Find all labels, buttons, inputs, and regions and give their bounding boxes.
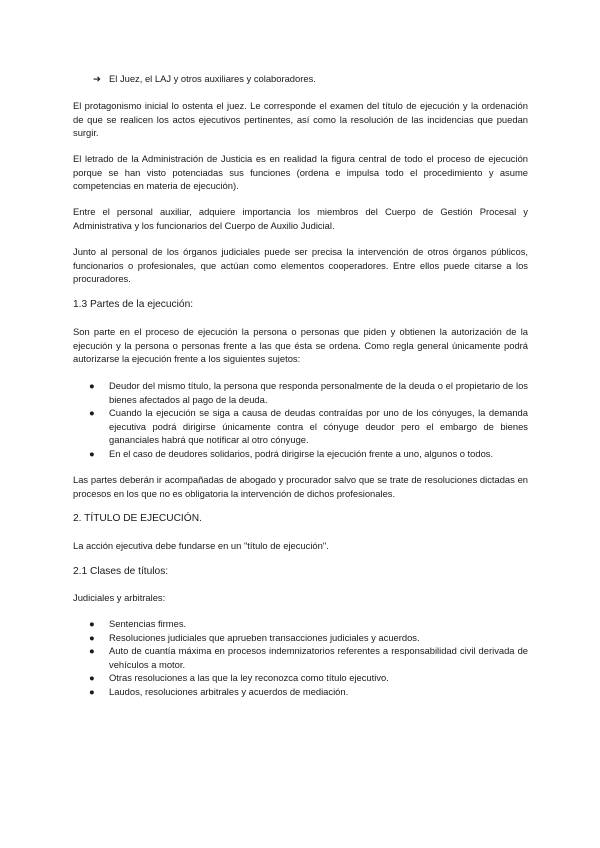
paragraph-son-parte: Son parte en el proceso de ejecución la persona o personas que piden y obtienen la autorización de la ejecución y la persona o personas frente a las que ésta se ordena. Como regla general únicamente podrá autorizarse la ejecución frente a los siguientes sujetos: (73, 326, 528, 365)
arrow-right-icon: ➔ (93, 73, 101, 84)
bullet-icon: ● (89, 380, 95, 391)
paragraph-personal-auxiliar: Entre el personal auxiliar, adquiere importancia los miembros del Cuerpo de Gestión Procesal y Administrativa y los funcionarios del Cuerpo de Auxilio Judicial. (73, 206, 528, 231)
heading-titulo-ejecucion: 2. TÍTULO DE EJECUCIÓN. (73, 513, 202, 524)
paragraph-accion-ejecutiva: La acción ejecutiva debe fundarse en un "título de ejecución". (73, 540, 329, 551)
bullet-icon: ● (89, 631, 95, 643)
list-item: ● Deudor del mismo título, la persona que responda personalmente de la deuda o el propietario de los bienes afectados al pago de la deuda. (89, 380, 528, 405)
bullet-icon: ● (89, 645, 95, 657)
bullet-icon: ● (89, 685, 95, 697)
list-item: ● En el caso de deudores solidarios, podrá dirigirse la ejecución frente a uno, algunos o todos. (89, 447, 494, 459)
list-item: ● Auto de cuantía máxima en procesos indemnizatorios referentes a responsabilidad civil derivada de vehículos a motor. (89, 645, 528, 670)
list-item: ● Sentencias firmes. (89, 618, 187, 629)
paragraph-partes-acompanadas: Las partes deberán ir acompañadas de abogado y procurador salvo que se trate de resoluciones dictadas en procesos en los que no es obligatoria la intervención de dichos profesionales. (73, 474, 528, 499)
list-titulos (73, 617, 528, 699)
list-item: ● Laudos, resoluciones arbitrales y acuerdos de mediación. (89, 685, 349, 697)
paragraph-juez: El protagonismo inicial lo ostenta el juez. Le corresponde el examen del título de ejecución y la ordenación de que se realicen los actos ejecutivos pertinentes, así como la resolución de las incidencias que puedan surgir. (73, 100, 528, 139)
bullet-icon: ● (89, 447, 95, 459)
list-item: ● Resoluciones judiciales que aprueben transacciones judiciales y acuerdos. (89, 631, 420, 643)
bullet-icon: ● (89, 672, 95, 684)
paragraph-judiciales-arbitrales: Judiciales y arbitrales: (73, 592, 166, 603)
arrow-item (93, 72, 316, 86)
heading-clases-titulos: 2.1 Clases de títulos: (73, 566, 169, 577)
list-partes (73, 379, 528, 461)
bullet-icon: ● (89, 407, 95, 419)
bullet-icon: ● (89, 618, 95, 629)
paragraph-letrado: El letrado de la Administración de Justicia es en realidad la figura central de todo el proceso de ejecución porque se han visto potenciadas sus funciones (ordena e impulsa todo el procedimiento y asume competencias en materia de ejecución). (73, 153, 528, 192)
paragraph-otros-organos: Junto al personal de los órganos judiciales puede ser precisa la intervención de otros órganos públicos, funcionarios o profesionales, que actúan como elementos cooperadores. Entre ellos puede citarse a los procuradores. (73, 246, 528, 285)
heading-partes-ejecucion: 1.3 Partes de la ejecución: (73, 299, 194, 310)
list-item: ● Otras resoluciones a las que la ley reconozca como título ejecutivo. (89, 672, 389, 684)
list-item: ● Cuando la ejecución se siga a causa de deudas contraídas por uno de los cónyuges, la demanda ejecutiva podrá dirigirse únicamente contra el cónyuge deudor pero el embargo de bienes gananciales habrá que notificar al otro cónyuge. (89, 407, 528, 446)
arrow-item-text: El Juez, el LAJ y otros auxiliares y colaboradores. (109, 73, 316, 84)
